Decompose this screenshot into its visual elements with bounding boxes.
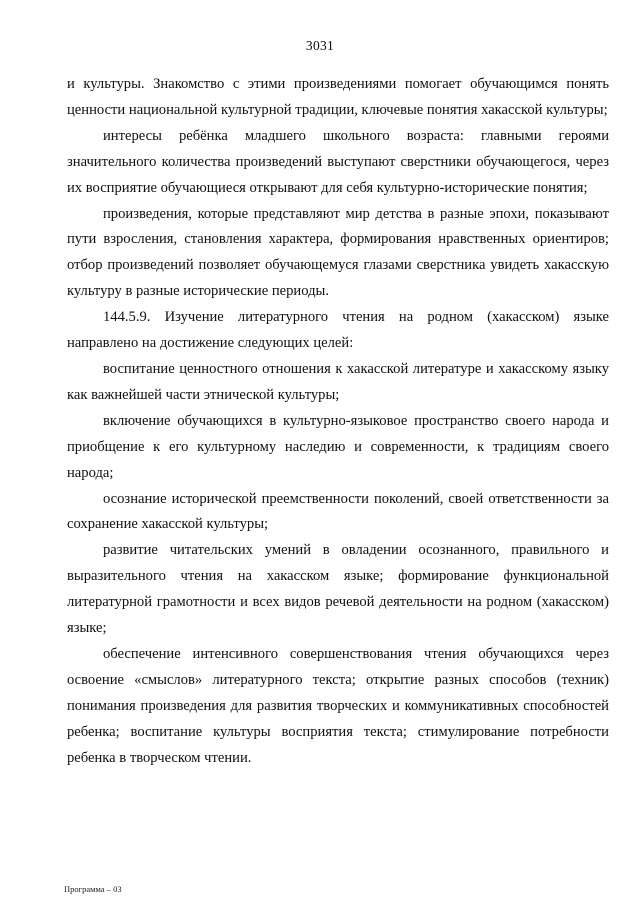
paragraph-continuation: и культуры. Знакомство с этими произведениями помогает обучающимся понять ценности национальной культурной традиции, ключевые понятия хакасской культуры;	[67, 76, 609, 118]
goal-item-reading-skills: развитие читательских умений в овладении осознанного, правильного и выразительного чтения на хакасском языке; формирование функциональной литературной грамотности и всех видов речевой деятельности на родном (хакасском) языке;	[67, 542, 609, 637]
paragraph-section-144-5-9: 144.5.9. Изучение литературного чтения на родном (хакасском) языке направлено на достижение следующих целей:	[67, 309, 609, 352]
paragraph-works-childhood: произведения, которые представляют мир детства в разные эпохи, показывают пути взросления, становления характера, формирования нравственных ориентиров; отбор произведений позволяет обучающемуся глазами сверстника увидеть хакасскую культуру в разные исторические периоды.	[67, 205, 609, 300]
goal-item-continuity: осознание исторической преемственности поколений, своей ответственности за сохранение хакасской культуры;	[67, 490, 609, 533]
goal-item-intensive-reading: обеспечение интенсивного совершенствования чтения обучающихся через освоение «смыслов» литературного текста; открытие разных способов (техник) понимания произведения для развития творческих и коммуникативных способностей ребенка; воспитание культуры восприятия текста; стимулирование потребности ребенка в творческом чтении.	[67, 645, 609, 766]
page-number: 3031	[305, 38, 335, 53]
goal-item-inclusion: включение обучающихся в культурно-языковое пространство своего народа и приобщение к его культурному наследию и современности, к традициям своего народа;	[67, 412, 609, 481]
body-text	[67, 72, 609, 771]
footer-program-label: Программа – 03	[64, 884, 122, 894]
paragraph-interests: интересы ребёнка младшего школьного возраста: главными героями значительного количества произведений выступают сверстники обучающегося, через их восприятие обучающиеся открывают для себя культурно-исторические понятия;	[67, 127, 609, 196]
goal-item-values: воспитание ценностного отношения к хакасской литературе и хакасскому языку как важнейшей части этнической культуры;	[67, 360, 609, 403]
